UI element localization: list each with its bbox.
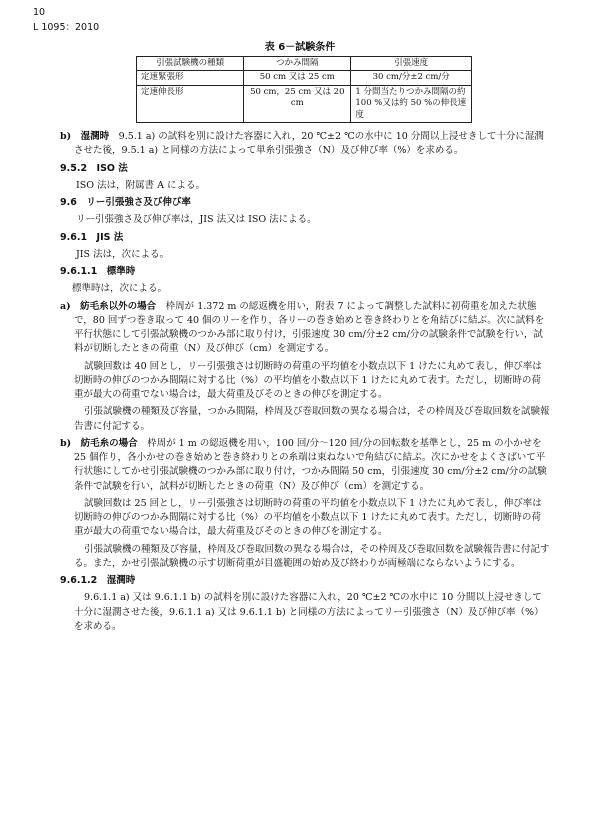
standard-code: L 1095：2010 [33, 22, 100, 33]
table-cell: 50 cm，25 cm 又は 20 cm [244, 85, 351, 122]
paragraph-text: 試験回数は 40 回とし，リー引張強さは切断時の荷重の平均値を小数点以下 1 けたに丸めて表し，伸び率は切断時の伸びのつかみ間隔に対する比（%）の平均値を小数点以下 1 けたに丸めて表す。ただし，切断時の荷重が最大の荷重でない場合は，最大荷重及びそのときの伸びを測定する。 [74, 360, 542, 400]
table-header-row [137, 57, 472, 71]
paragraph-text: 試験回数は 25 回とし，リー引張強さは切断時の荷重の平均値を小数点以下 1 けたに丸めて表し，伸び率は切断時の伸びのつかみ間隔に対する比（%）の平均値を小数点以下 1 けたに丸めて表す。ただし，切断時の荷重が最大の荷重でない場合は，最大荷重及びそのときの伸びを測定する。 [74, 497, 542, 538]
paragraph-text: 9.5.1 a) の試料を別に設けた容器に入れ，20 ℃±2 ℃の水中に 10 分間以上浸せきして十分に湿潤させた後，9.5.1 a) と同様の方法によって単糸引張強さ（N）及び伸び率（%）を求める。 [74, 131, 544, 157]
section-heading-9-6-1-1: 9.6.1.1 標準時 [60, 266, 136, 277]
item-label: b) 紡毛糸の場合 [60, 437, 138, 449]
table-row [137, 85, 472, 122]
paragraph-text: 引張試験機の種類及び容量，つかみ間隔，枠周及び巻取回数の異なる場合は，その枠周及び巻取回数を試験報告書に付記する。 [74, 406, 550, 432]
paragraph-text: 枠周が 1.372 m の綛返機を用い，附表 7 によって調整した試料に初荷重を加えた状態で，80 回ずつ巻き取って 40 個のリーを作り，各リーの巻き始めと巻き終わりとを角結びに結ぶ。次に試料を平行状態にして引張試験機のつかみ部に取り付け，引張速度 30 cm/分±2 cm/分の試験条件で試験を行い，試料が切断したときの荷重（N）及び伸び（cm）を測定する。 [74, 300, 545, 355]
section-heading-9-6-1-2: 9.6.1.2 湿潤時 [60, 575, 136, 586]
paragraph-a [60, 300, 550, 357]
paragraph-b [60, 437, 550, 494]
paragraph-b-wet [60, 130, 550, 159]
table-header-cell: 引張速度 [351, 57, 472, 71]
paragraph-text: 標準時は，次による。 [72, 283, 168, 295]
item-label: a) 紡毛糸以外の場合 [60, 300, 157, 312]
section-heading-9-6-1: 9.6.1 JIS 法 [60, 231, 124, 243]
paragraph-text: 9.6.1.1 a) 又は 9.6.1.1 b) の試料を別に設けた容器に入れ，20 ℃±2 ℃の水中に 10 分間以上浸せきして十分に湿潤させた後，9.6.1.1 a) 又は 9.6.1.1 b) と同様の方法によってリー引張強さ（N）及び伸び率（%）を求める。 [74, 592, 544, 632]
document-body [60, 130, 550, 637]
section-heading-9-5-2: 9.5.2 ISO 法 [60, 162, 128, 174]
section-heading-9-6: 9.6 リー引張強さ及び伸び率 [60, 197, 191, 208]
test-conditions-table [136, 56, 472, 123]
paragraph-text: 引張試験機の種類及び容量，枠周及び巻取回数の異なる場合は，その枠周及び巻取回数を試験報告書に付記する。また，かせ引張試験機の示す切断荷重が目盛範囲の始め及び終わりが両極端にならないようにする。 [74, 543, 550, 569]
table-cell: 50 cm 又は 25 cm [244, 71, 351, 85]
table-cell: 定速伸長形 [137, 85, 244, 122]
paragraph-text: 枠周が 1 m の綛返機を用い，100 回/分～120 回/分の回転数を基準とし，25 m の小かせを 25 個作り，各小かせの巻き始めと巻き終わりとの糸端は束ねないで角結びに結ぶ。次にかせをよくさばいて平行状態にしてかせ引張試験機のつかみ部に取り付け，つかみ間隔 50 cm，引張速度 30 cm/分±2 cm/分の試験条件で試験を行い，試料が切断したときの荷重（N）及び伸び（cm）を測定する。 [74, 437, 547, 492]
table-caption: 表 6－試験条件 [264, 42, 336, 53]
table-cell: 1 分間当たりつかみ間隔の約 100 %又は約 50 %の伸長速度 [351, 85, 472, 122]
paragraph-text: ISO 法は，附属書 A による。 [76, 179, 205, 191]
table-header-cell: 引張試験機の種類 [137, 57, 244, 71]
paragraph-text: JIS 法は，次による。 [76, 248, 170, 260]
table-row [137, 71, 472, 85]
table-header-cell: つかみ間隔 [244, 57, 351, 71]
item-label: b) 湿潤時 [60, 131, 110, 142]
table-cell: 30 cm/分±2 cm/分 [351, 71, 472, 85]
page-number: 10 [33, 7, 46, 18]
paragraph-text: リー引張強さ及び伸び率は，JIS 法又は ISO 法による。 [76, 214, 317, 226]
table-cell: 定速緊張形 [137, 71, 244, 85]
